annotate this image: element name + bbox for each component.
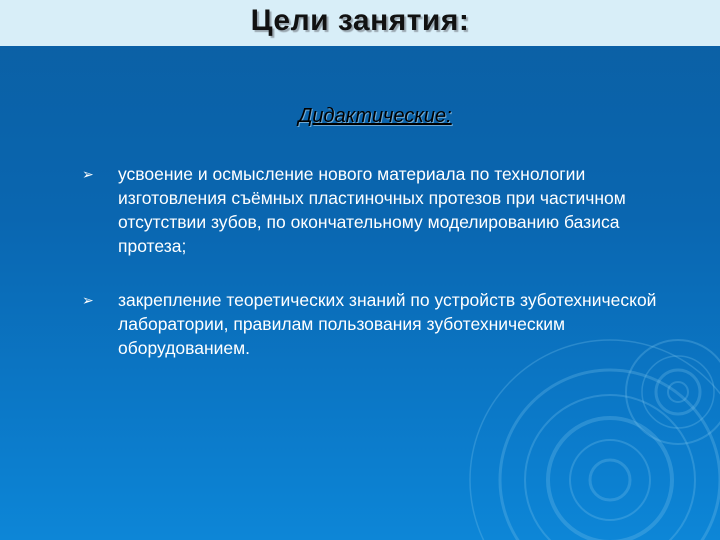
goal-text: усвоение и осмысление нового материала по технологии изготовления съёмных пластиночных протезов при частичном отсутствии зубов, по окончательному моделированию базиса протеза; (118, 164, 626, 256)
slide-title: Цели занятия: (250, 4, 470, 37)
arrowhead-bullet-icon: ➢ (82, 166, 94, 182)
goal-list-item (82, 162, 672, 258)
arrowhead-bullet-icon: ➢ (82, 292, 94, 308)
goal-text: закрепление теоретических знаний по устройств зуботехнической лаборатории, правилам пользования зуботехническим оборудованием. (118, 290, 657, 358)
goal-list (82, 162, 672, 390)
goal-list-item (82, 288, 672, 360)
slide-subtitle: Дидактические: (298, 105, 452, 127)
